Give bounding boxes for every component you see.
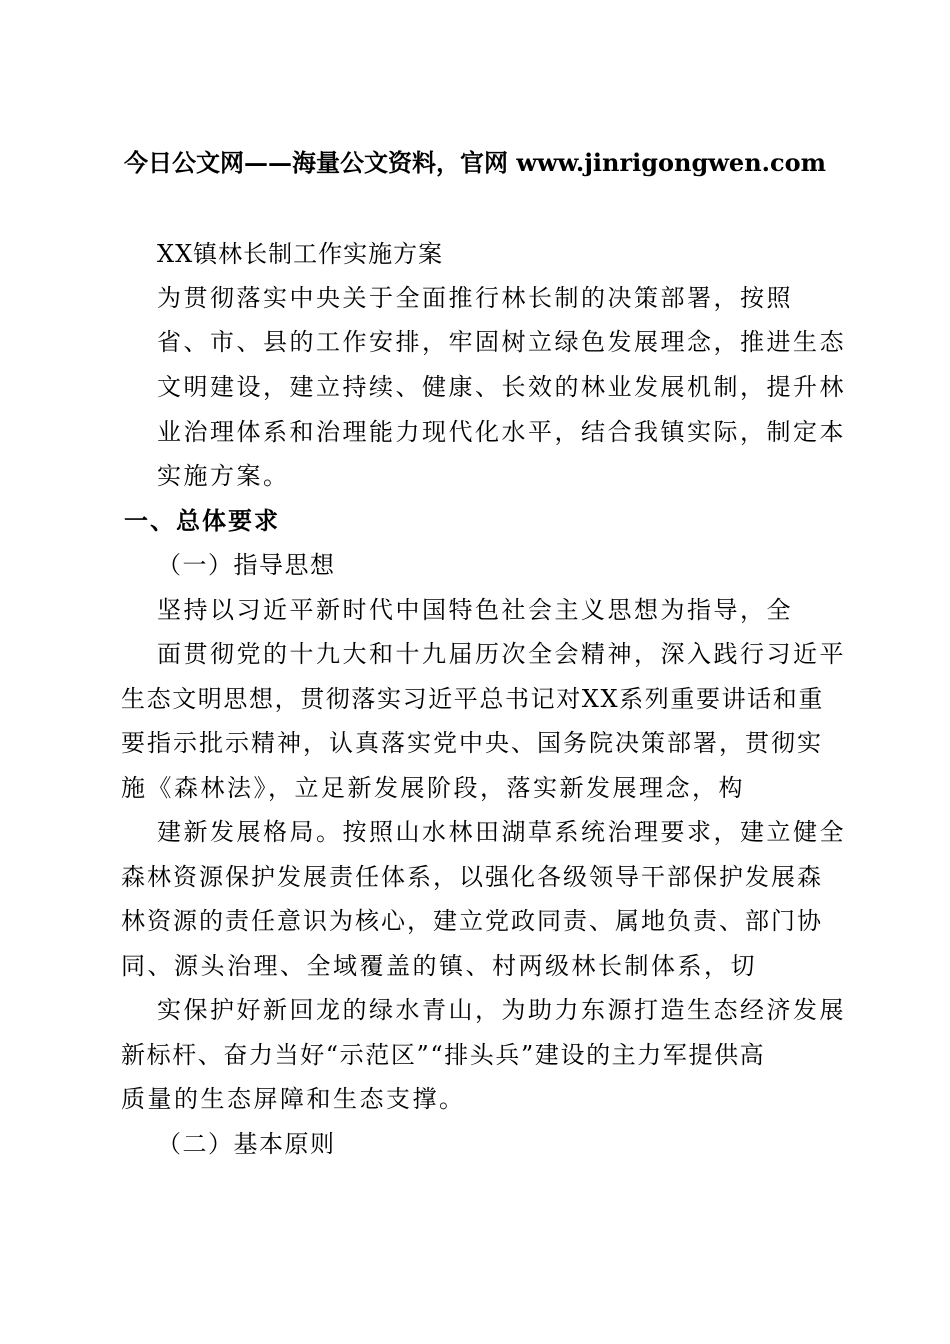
intro-line-2: 省、市、县的工作安排，牢固树立绿色发展理念，推进生态 — [157, 328, 846, 356]
body-line-4: 要指示批示精神，认真落实党中央、国务院决策部署，贯彻实 — [121, 729, 823, 757]
intro-line-5: 实施方案。 — [157, 462, 290, 490]
body-line-6: 建新发展格局。按照山水林田湖草系统治理要求，建立健全 — [157, 818, 846, 846]
subsection-heading-1: （一）指导思想 — [157, 551, 336, 579]
body-line-3: 生态文明思想，贯彻落实习近平总书记对XX系列重要讲话和重 — [121, 685, 824, 713]
subsection-heading-2: （二）基本原则 — [157, 1130, 336, 1158]
body-line-7: 森林资源保护发展责任体系，以强化各级领导干部保护发展森 — [121, 863, 823, 891]
site-banner: 今日公文网——海量公文资料，官网 www.jinrigongwen.com — [123, 148, 827, 177]
body-line-5: 施《森林法》，立足新发展阶段，落实新发展理念，构 — [121, 774, 745, 802]
section-heading-1: 一、总体要求 — [124, 506, 280, 535]
body-line-12: 质量的生态屏障和生态支撑。 — [121, 1085, 466, 1113]
intro-line-3: 文明建设，建立持续、健康、长效的林业发展机制，提升林 — [157, 373, 846, 401]
body-line-10: 实保护好新回龙的绿水青山，为助力东源打造生态经济发展 — [157, 996, 846, 1024]
document-title: XX镇林长制工作实施方案 — [157, 240, 444, 268]
body-line-1: 坚持以习近平新时代中国特色社会主义思想为指导，全 — [157, 596, 793, 624]
body-line-11: 新标杆、奋力当好“示范区”“排头兵”建设的主力军提供高 — [121, 1041, 766, 1069]
body-line-8: 林资源的责任意识为核心，建立党政同责、属地负责、部门协 — [121, 907, 823, 935]
intro-line-1: 为贯彻落实中央关于全面推行林长制的决策部署，按照 — [157, 284, 793, 312]
intro-line-4: 业治理体系和治理能力现代化水平，结合我镇实际，制定本 — [157, 418, 846, 446]
body-line-2: 面贯彻党的十九大和十九届历次全会精神，深入践行习近平 — [157, 640, 846, 668]
body-line-9: 同、源头治理、全域覆盖的镇、村两级林长制体系，切 — [121, 952, 757, 980]
